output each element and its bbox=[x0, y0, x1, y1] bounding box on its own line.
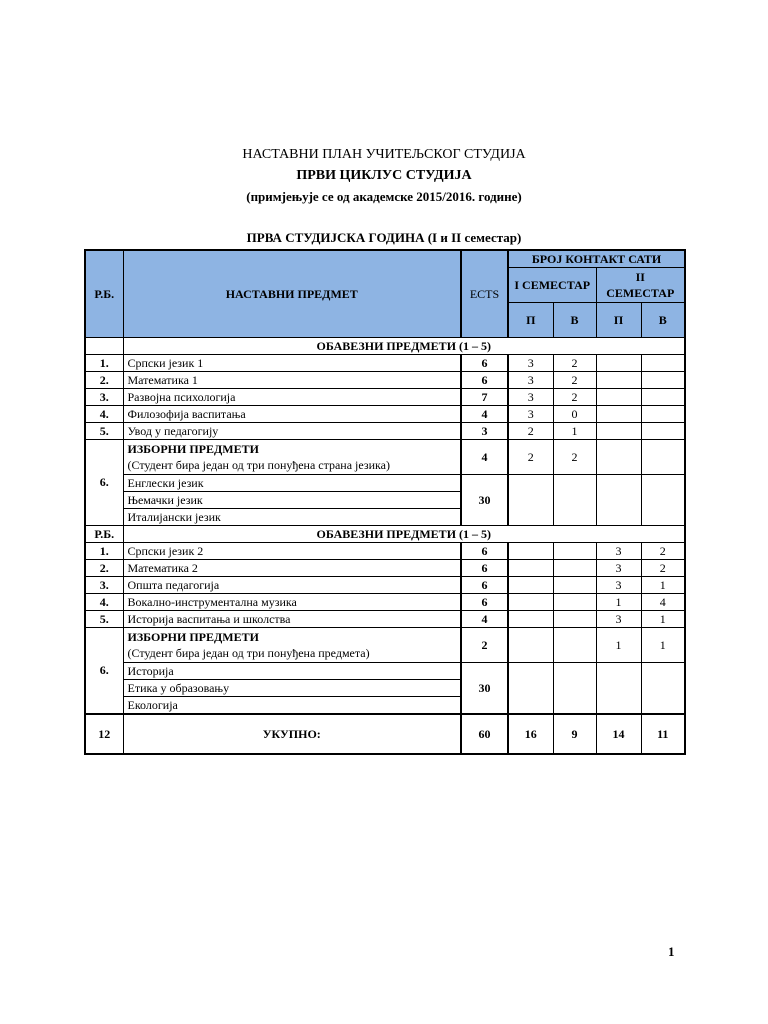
sem1-p-value bbox=[508, 577, 553, 594]
rb-header: Р.Б. bbox=[85, 250, 123, 338]
elective-heading: ИЗБОРНИ ПРЕДМЕТИ bbox=[127, 442, 259, 456]
empty-cell bbox=[553, 475, 596, 526]
elective-cell bbox=[123, 440, 461, 475]
empty-cell bbox=[553, 663, 596, 715]
sem1-p-header: П bbox=[508, 303, 553, 338]
empty-cell bbox=[508, 475, 553, 526]
ects-value: 4 bbox=[461, 440, 508, 475]
subject-name: Историја васпитања и школства bbox=[123, 611, 461, 628]
subject-name: Општа педагогија bbox=[123, 577, 461, 594]
sem1-p-value: 3 bbox=[508, 406, 553, 423]
sem2-p-value bbox=[596, 406, 641, 423]
sem1-p-value bbox=[508, 560, 553, 577]
sem2-p-value bbox=[596, 423, 641, 440]
sem2-v-value bbox=[641, 355, 685, 372]
page-number: 1 bbox=[668, 944, 675, 959]
row-number: 2. bbox=[85, 560, 123, 577]
subject-header: НАСТАВНИ ПРЕДМЕТ bbox=[123, 250, 461, 338]
table-row bbox=[85, 560, 685, 577]
row-number: 4. bbox=[85, 406, 123, 423]
applicability-note: (примјењује се од академске 2015/2016. године) bbox=[246, 189, 522, 204]
sem1-p-value bbox=[508, 594, 553, 611]
sem2-p-value: 3 bbox=[596, 577, 641, 594]
elective-option: Етика у образовању bbox=[123, 680, 461, 697]
table-row bbox=[85, 577, 685, 594]
sem1-v-value: 2 bbox=[553, 372, 596, 389]
sem2-p-value: 1 bbox=[596, 628, 641, 663]
ects-value: 7 bbox=[461, 389, 508, 406]
subject-name: Математика 1 bbox=[123, 372, 461, 389]
sem2-p-value bbox=[596, 355, 641, 372]
sem2-v-value bbox=[641, 372, 685, 389]
elective-note: (Студент бира један од три понуђена страна језика) bbox=[127, 458, 390, 472]
empty-cell bbox=[641, 475, 685, 526]
ects-value: 6 bbox=[461, 560, 508, 577]
sem2-v-value: 2 bbox=[641, 543, 685, 560]
sem2-v-value: 1 bbox=[641, 628, 685, 663]
row-number: 5. bbox=[85, 423, 123, 440]
sem1-v-value: 2 bbox=[553, 440, 596, 475]
subject-name: Српски језик 2 bbox=[123, 543, 461, 560]
sem2-p-value bbox=[596, 389, 641, 406]
row-number: 3. bbox=[85, 389, 123, 406]
sem1-v-value bbox=[553, 611, 596, 628]
sem2-p-header: П bbox=[596, 303, 641, 338]
row-number: 1. bbox=[85, 543, 123, 560]
empty-cell bbox=[596, 475, 641, 526]
total-row bbox=[85, 714, 685, 754]
ects-value: 6 bbox=[461, 594, 508, 611]
row-number: 4. bbox=[85, 594, 123, 611]
sem1-p-value: 3 bbox=[508, 372, 553, 389]
ects-value: 3 bbox=[461, 423, 508, 440]
sem2-p-value: 3 bbox=[596, 560, 641, 577]
table-row bbox=[85, 543, 685, 560]
contact-hours-header: БРОЈ КОНТАКТ САТИ bbox=[508, 250, 685, 268]
row-number: 2. bbox=[85, 372, 123, 389]
sem1-v-value bbox=[553, 628, 596, 663]
ects-value: 6 bbox=[461, 543, 508, 560]
section-rb: Р.Б. bbox=[85, 526, 123, 543]
section-title: ОБАВЕЗНИ ПРЕДМЕТИ (1 – 5) bbox=[123, 526, 685, 543]
table-row bbox=[85, 594, 685, 611]
row-number: 6. bbox=[85, 628, 123, 715]
sem1-p-value: 3 bbox=[508, 355, 553, 372]
table-row bbox=[85, 372, 685, 389]
subject-name: Филозофија васпитања bbox=[123, 406, 461, 423]
elective-option: Њемачки језик bbox=[123, 492, 461, 509]
sem2-v-value bbox=[641, 389, 685, 406]
row-number: 1. bbox=[85, 355, 123, 372]
ects-value: 4 bbox=[461, 611, 508, 628]
sem1-p-value bbox=[508, 543, 553, 560]
empty-cell bbox=[508, 663, 553, 715]
subject-name: Математика 2 bbox=[123, 560, 461, 577]
sem1-v-value: 2 bbox=[553, 355, 596, 372]
subject-name: Увод у педагогију bbox=[123, 423, 461, 440]
table-title: ПРВА СТУДИЈСКА ГОДИНА (I и II семестар) bbox=[246, 230, 522, 245]
total-sem1-v: 9 bbox=[553, 714, 596, 754]
table-row bbox=[85, 611, 685, 628]
section-title: ОБАВЕЗНИ ПРЕДМЕТИ (1 – 5) bbox=[123, 338, 685, 355]
ects-value: 6 bbox=[461, 577, 508, 594]
sem1-v-value bbox=[553, 594, 596, 611]
semester-2-header: II СЕМЕСТАР bbox=[596, 268, 685, 303]
row-number: 5. bbox=[85, 611, 123, 628]
elective-option: Енглески језик bbox=[123, 475, 461, 492]
elective-cell bbox=[123, 628, 461, 663]
table-row bbox=[85, 355, 685, 372]
sem2-v-header: В bbox=[641, 303, 685, 338]
section-heading-row bbox=[85, 526, 685, 543]
ects-value: 6 bbox=[461, 355, 508, 372]
sem2-v-value: 4 bbox=[641, 594, 685, 611]
sem1-p-value: 2 bbox=[508, 440, 553, 475]
subject-name: Развојна психологија bbox=[123, 389, 461, 406]
total-ects: 60 bbox=[461, 714, 508, 754]
total-sem1-p: 16 bbox=[508, 714, 553, 754]
elective-note: (Студент бира један од три понуђена предмета) bbox=[127, 646, 370, 660]
sem1-v-value: 2 bbox=[553, 389, 596, 406]
options-ects-value: 30 bbox=[461, 475, 508, 526]
elective-row bbox=[85, 440, 685, 475]
table-row bbox=[85, 389, 685, 406]
elective-option: Италијански језик bbox=[123, 509, 461, 526]
total-count: 12 bbox=[85, 714, 123, 754]
sem2-v-value: 2 bbox=[641, 560, 685, 577]
empty-cell bbox=[596, 663, 641, 715]
ects-value: 4 bbox=[461, 406, 508, 423]
sem1-p-value bbox=[508, 611, 553, 628]
sem2-v-value bbox=[641, 440, 685, 475]
header-row bbox=[85, 250, 685, 268]
total-label: УКУПНО: bbox=[123, 714, 461, 754]
sem1-p-value bbox=[508, 628, 553, 663]
sem1-v-value bbox=[553, 543, 596, 560]
plan-title: НАСТАВНИ ПЛАН УЧИТЕЉСКОГ СТУДИЈА bbox=[242, 147, 526, 162]
table-row bbox=[85, 406, 685, 423]
ects-value: 2 bbox=[461, 628, 508, 663]
sem1-v-header: В bbox=[553, 303, 596, 338]
total-sem2-p: 14 bbox=[596, 714, 641, 754]
sem1-p-value: 2 bbox=[508, 423, 553, 440]
sem2-p-value bbox=[596, 372, 641, 389]
sem2-v-value bbox=[641, 406, 685, 423]
subject-name: Српски језик 1 bbox=[123, 355, 461, 372]
sem2-p-value: 3 bbox=[596, 543, 641, 560]
ects-header: ECTS bbox=[461, 250, 508, 338]
elective-option-row bbox=[85, 663, 685, 680]
elective-heading: ИЗБОРНИ ПРЕДМЕТИ bbox=[127, 630, 259, 644]
ects-value: 6 bbox=[461, 372, 508, 389]
sem2-v-value: 1 bbox=[641, 577, 685, 594]
semester-1-header: I СЕМЕСТАР bbox=[508, 268, 596, 303]
elective-option-row bbox=[85, 475, 685, 492]
curriculum-table bbox=[84, 249, 686, 755]
sem1-p-value: 3 bbox=[508, 389, 553, 406]
sem2-p-value bbox=[596, 440, 641, 475]
row-number: 6. bbox=[85, 440, 123, 526]
sem1-v-value bbox=[553, 560, 596, 577]
sem2-p-value: 1 bbox=[596, 594, 641, 611]
sem1-v-value: 0 bbox=[553, 406, 596, 423]
row-number: 3. bbox=[85, 577, 123, 594]
sem1-v-value bbox=[553, 577, 596, 594]
total-sem2-v: 11 bbox=[641, 714, 685, 754]
elective-row bbox=[85, 628, 685, 663]
sem2-v-value: 1 bbox=[641, 611, 685, 628]
sem2-v-value bbox=[641, 423, 685, 440]
sem1-v-value: 1 bbox=[553, 423, 596, 440]
sem2-p-value: 3 bbox=[596, 611, 641, 628]
table-row bbox=[85, 423, 685, 440]
section-rb bbox=[85, 338, 123, 355]
cycle-title: ПРВИ ЦИКЛУС СТУДИЈА bbox=[296, 168, 472, 183]
section-heading-row bbox=[85, 338, 685, 355]
elective-option: Екологија bbox=[123, 697, 461, 715]
subject-name: Вокално-инструментална музика bbox=[123, 594, 461, 611]
empty-cell bbox=[641, 663, 685, 715]
options-ects-value: 30 bbox=[461, 663, 508, 715]
elective-option: Историја bbox=[123, 663, 461, 680]
